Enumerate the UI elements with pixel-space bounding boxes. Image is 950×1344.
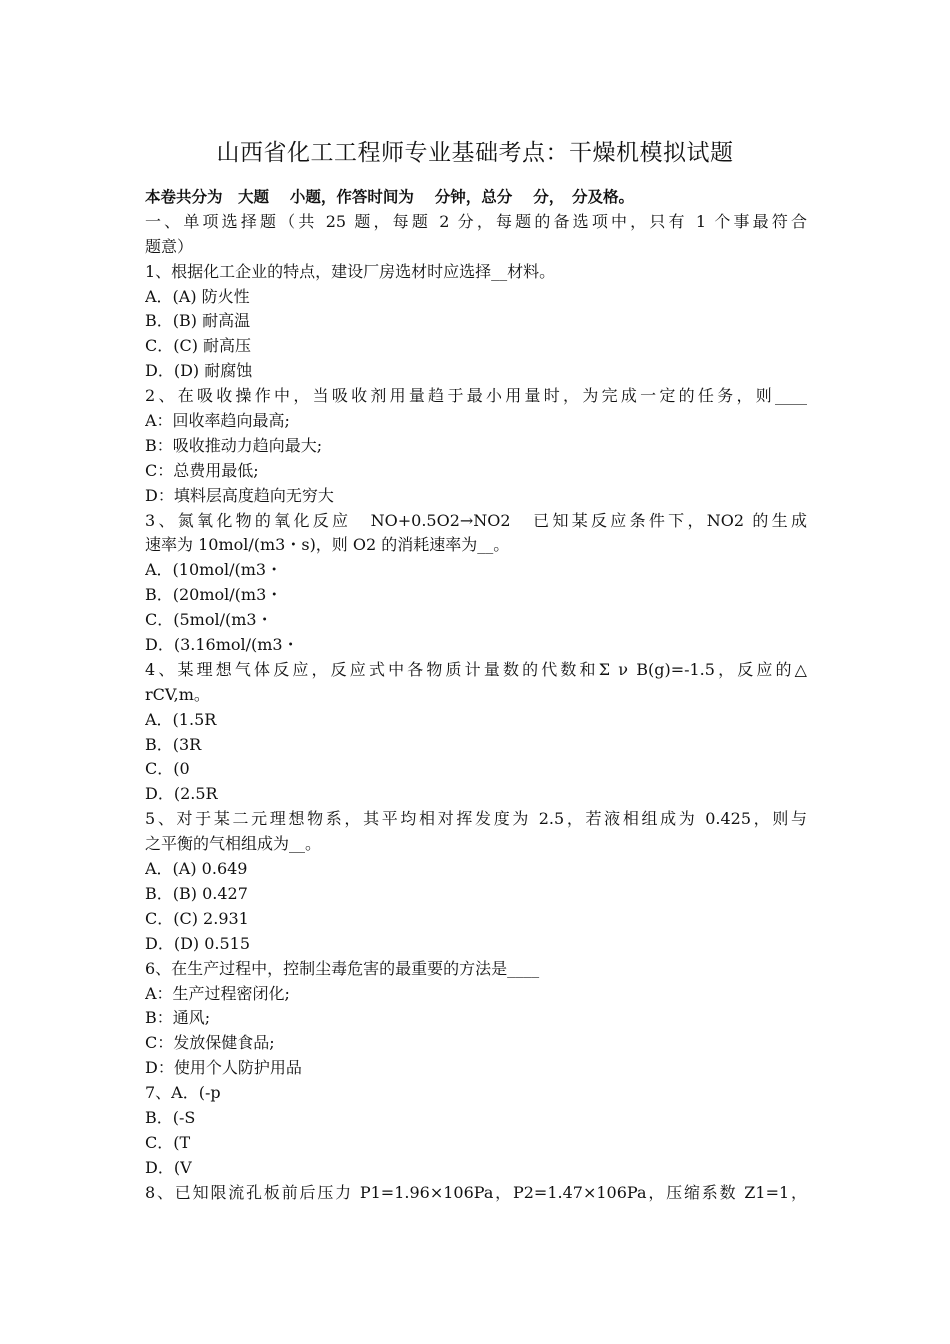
text-line: rCV,m。 bbox=[145, 684, 210, 704]
text-line: 速率为 10mol/(m3・s)，则 O2 的消耗速率为__。 bbox=[145, 535, 510, 555]
text-line: D．(2.5R bbox=[145, 784, 218, 804]
text-line: 题意） bbox=[145, 236, 194, 256]
text-line: D：使用个人防护用品 bbox=[145, 1058, 302, 1078]
text-line: 一、单项选择题（共 25 题，每题 2 分，每题的备选项中，只有 1 个事最符合 bbox=[145, 211, 807, 231]
text-line: B．(3R bbox=[145, 734, 202, 754]
text-line: 1、根据化工企业的特点，建设厂房选材时应选择__材料。 bbox=[145, 261, 556, 281]
text-line: D．(D) 0.515 bbox=[145, 933, 251, 953]
document-body bbox=[145, 185, 807, 1206]
text-line: B．(-S bbox=[145, 1107, 196, 1127]
text-line: 本卷共分为 大题 小题，作答时间为 分钟，总分 分， 分及格。 bbox=[145, 188, 634, 206]
text-line: C．(T bbox=[145, 1132, 191, 1152]
text-line: C．(C) 2.931 bbox=[145, 908, 249, 928]
text-line: B．(B) 耐高温 bbox=[145, 311, 251, 331]
text-line: A．(A) 0.649 bbox=[145, 859, 248, 879]
text-line: C．(C) 耐高压 bbox=[145, 336, 252, 356]
text-line: 3、氮氧化物的氧化反应 NO+0.5O2→NO2 已知某反应条件下，NO2 的生成 bbox=[145, 510, 807, 530]
document-title: 山西省化工工程师专业基础考点：干燥机模拟试题 bbox=[216, 140, 734, 166]
text-line: D．(D) 耐腐蚀 bbox=[145, 361, 253, 381]
text-line: 6、在生产过程中，控制尘毒危害的最重要的方法是____ bbox=[145, 958, 540, 978]
text-line: B：通风; bbox=[145, 1008, 211, 1028]
text-line: 之平衡的气相组成为__。 bbox=[145, 834, 322, 854]
text-line: D：填料层高度趋向无穷大 bbox=[145, 485, 334, 505]
text-line: 8、已知限流孔板前后压力 P1=1.96×106Pa，P2=1.47×106Pa，压缩系数 Z1=1， bbox=[145, 1182, 807, 1202]
text-line: B：吸收推动力趋向最大; bbox=[145, 435, 323, 455]
text-line: D．(V bbox=[145, 1157, 192, 1177]
text-line: 5、对于某二元理想物系，其平均相对挥发度为 2.5，若液相组成为 0.425，则与 bbox=[145, 809, 807, 829]
text-line: 2、在吸收操作中，当吸收剂用量趋于最小用量时，为完成一定的任务，则____ bbox=[145, 386, 807, 406]
text-line: 4、某理想气体反应，反应式中各物质计量数的代数和Σ ν B(g)=-1.5，反应的△ bbox=[145, 659, 807, 679]
text-line: 7、A．(-p bbox=[145, 1083, 221, 1103]
text-line: A：生产过程密闭化; bbox=[145, 983, 290, 1003]
text-line: C．(5mol/(m3・ bbox=[145, 610, 273, 630]
text-line: C．(0 bbox=[145, 759, 190, 779]
text-line: A．(10mol/(m3・ bbox=[145, 560, 283, 580]
text-line: A：回收率趋向最高; bbox=[145, 411, 290, 431]
text-line: C：总费用最低; bbox=[145, 460, 259, 480]
text-line: C：发放保健食品; bbox=[145, 1033, 275, 1053]
text-line: D．(3.16mol/(m3・ bbox=[145, 635, 299, 655]
text-line: A．(A) 防火性 bbox=[145, 286, 250, 306]
text-line: B．(20mol/(m3・ bbox=[145, 585, 283, 605]
text-line: A．(1.5R bbox=[145, 709, 217, 729]
text-line: B．(B) 0.427 bbox=[145, 883, 248, 903]
